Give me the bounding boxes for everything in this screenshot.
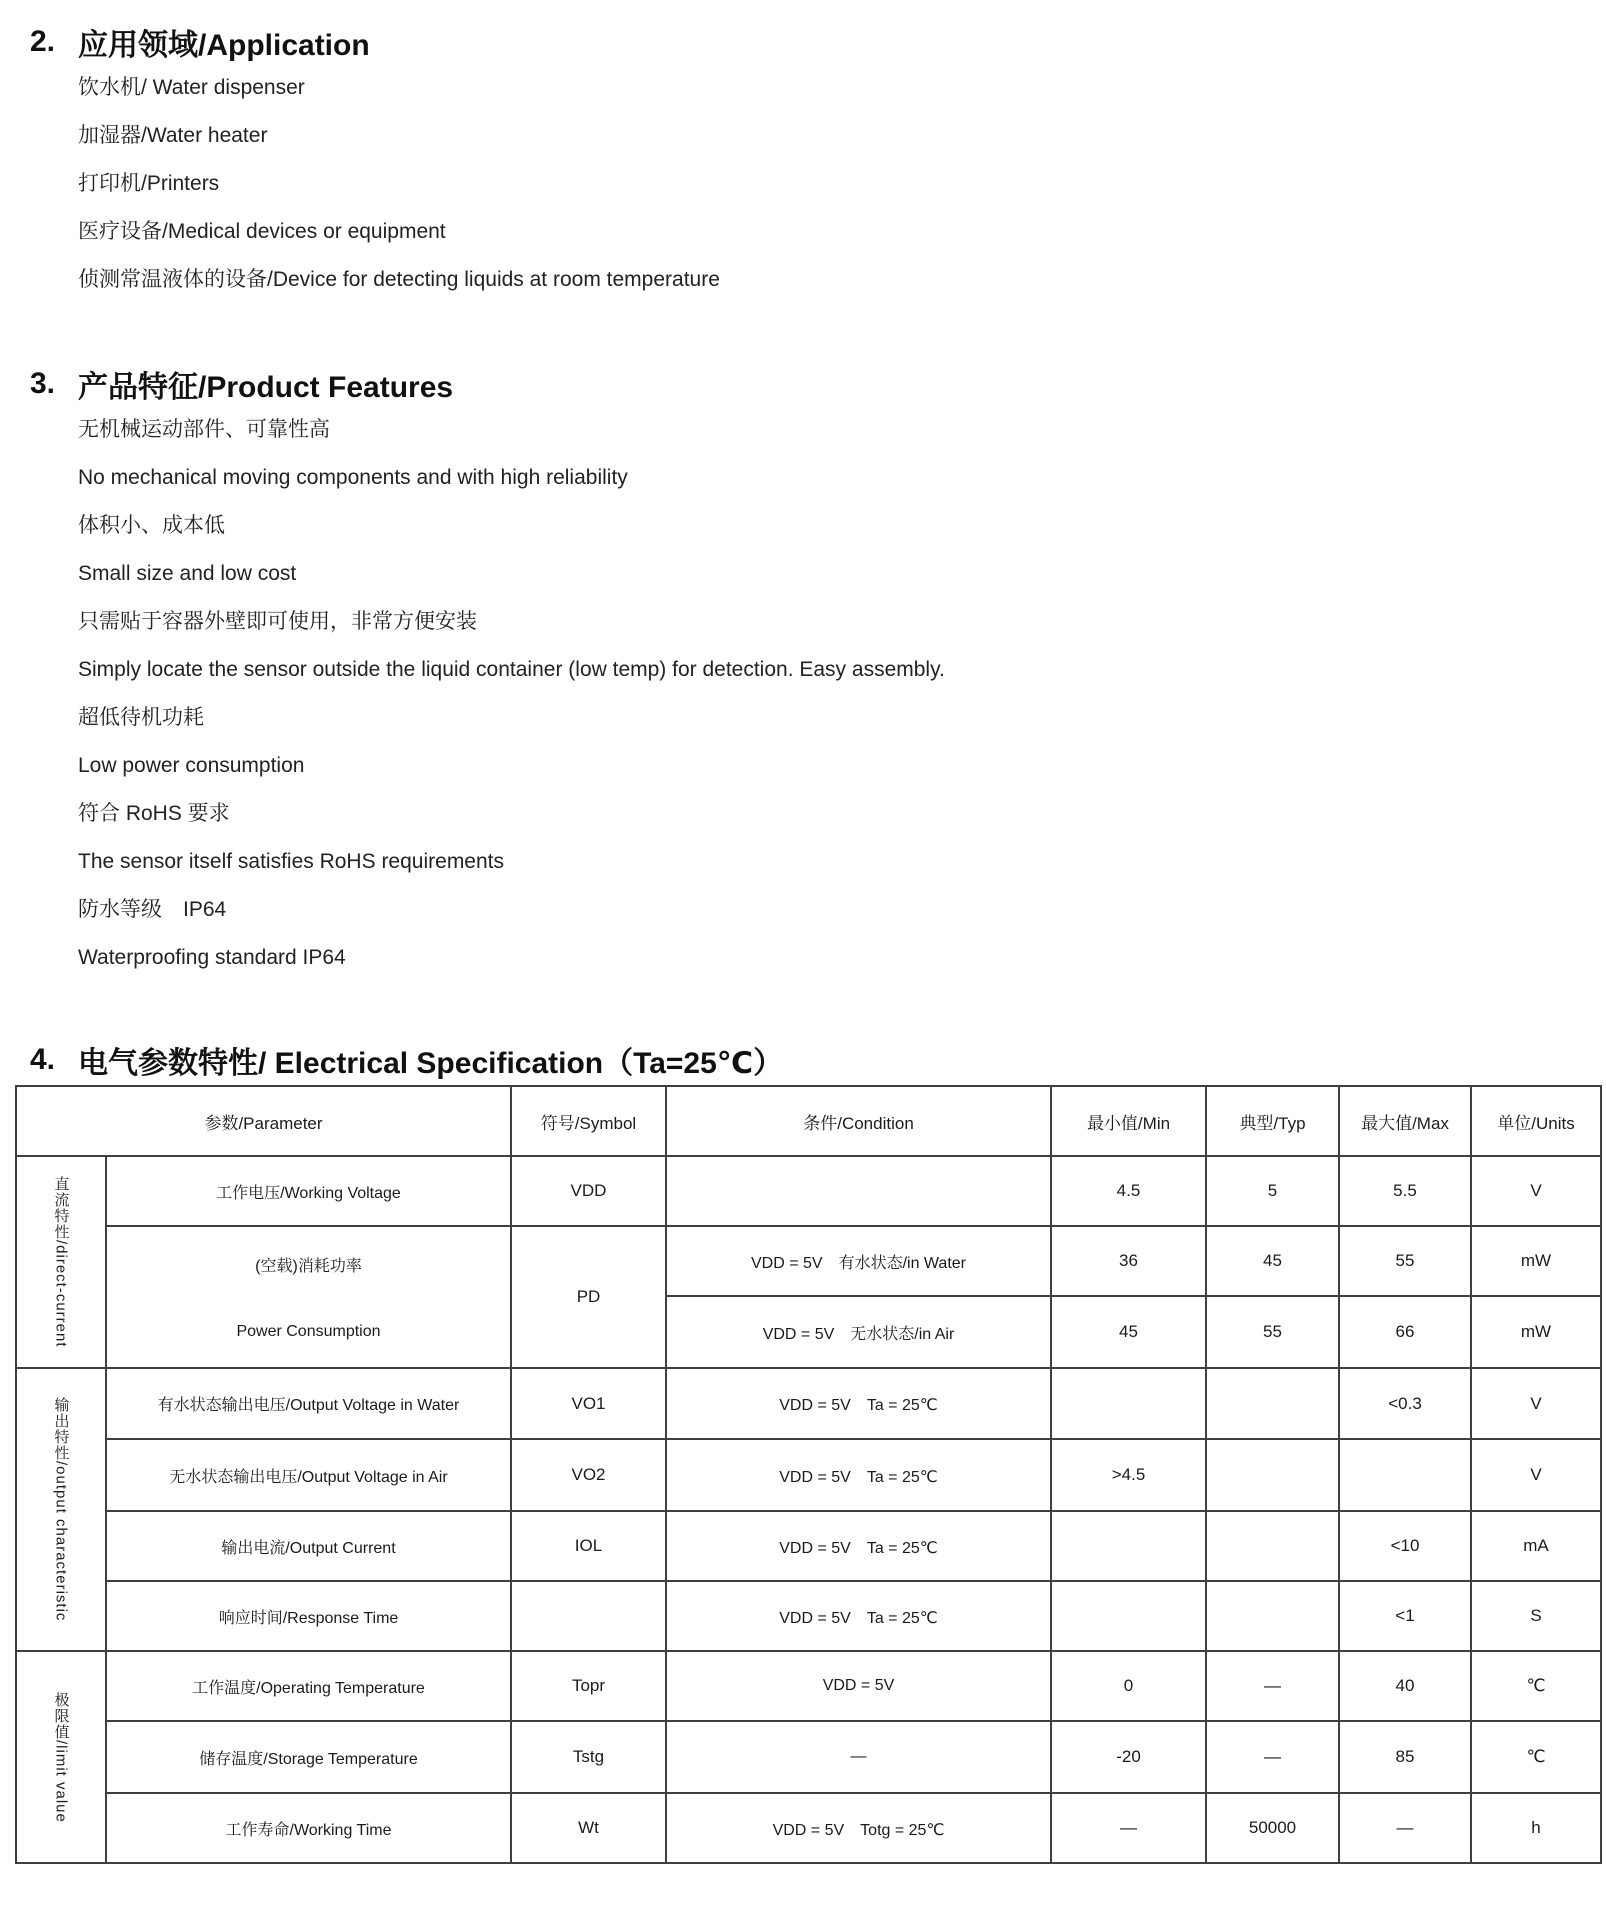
feature-item: 超低待机功耗 xyxy=(78,706,204,729)
application-list xyxy=(78,64,1606,304)
cell-condition: VDD = 5V xyxy=(666,1651,1051,1721)
row-group-limit-value: 极限值/limit value xyxy=(16,1651,106,1863)
cell-symbol: PD xyxy=(511,1226,666,1368)
feature-item: 防水等级 IP64 xyxy=(78,898,227,921)
cell-max: — xyxy=(1339,1793,1471,1863)
col-header-condition: 条件/Condition xyxy=(666,1086,1051,1156)
feature-item: 体积小、成本低 xyxy=(78,514,225,537)
cell-min: 45 xyxy=(1051,1296,1206,1368)
cell-parameter: 响应时间/Response Time xyxy=(106,1581,511,1651)
col-header-units: 单位/Units xyxy=(1471,1086,1601,1156)
cell-units: V xyxy=(1471,1368,1601,1439)
section-2-title: 应用领域/Application xyxy=(78,29,370,62)
cell-typ: 5 xyxy=(1206,1156,1339,1226)
cell-min: 36 xyxy=(1051,1226,1206,1296)
table-row-storage-temperature xyxy=(16,1721,1601,1793)
table-row-output-current xyxy=(16,1511,1601,1581)
table-row-output-voltage-water xyxy=(16,1368,1601,1439)
cell-typ: — xyxy=(1206,1651,1339,1721)
cell-max: 85 xyxy=(1339,1721,1471,1793)
cell-typ xyxy=(1206,1511,1339,1581)
cell-max: <1 xyxy=(1339,1581,1471,1651)
cell-condition: VDD = 5V Ta = 25℃ xyxy=(666,1581,1051,1651)
cell-max: 55 xyxy=(1339,1226,1471,1296)
cell-condition xyxy=(666,1156,1051,1226)
table-header-row xyxy=(16,1086,1601,1156)
cell-typ xyxy=(1206,1439,1339,1511)
table-row-response-time xyxy=(16,1581,1601,1651)
section-3-title: 产品特征/Product Features xyxy=(78,371,454,404)
feature-item: Low power consumption xyxy=(78,754,305,777)
cell-min xyxy=(1051,1368,1206,1439)
cell-condition: VDD = 5V 有水状态/in Water xyxy=(666,1226,1051,1296)
cell-parameter xyxy=(106,1226,511,1368)
feature-item: 无机械运动部件、可靠性高 xyxy=(78,418,330,441)
features-list xyxy=(78,406,1606,982)
cell-units: mA xyxy=(1471,1511,1601,1581)
cell-min xyxy=(1051,1511,1206,1581)
feature-item: Waterproofing standard IP64 xyxy=(78,946,346,969)
cell-min: — xyxy=(1051,1793,1206,1863)
cell-symbol: Topr xyxy=(511,1651,666,1721)
cell-symbol xyxy=(511,1581,666,1651)
application-item: 饮水机/ Water dispenser xyxy=(78,76,305,99)
cell-parameter: 工作温度/Operating Temperature xyxy=(106,1651,511,1721)
feature-item: Simply locate the sensor outside the liquid container (low temp) for detection. Easy assembly. xyxy=(78,658,945,681)
cell-symbol: IOL xyxy=(511,1511,666,1581)
section-2-heading xyxy=(30,20,1606,64)
application-item: 侦测常温液体的设备/Device for detecting liquids at room temperature xyxy=(78,268,720,291)
cell-typ xyxy=(1206,1581,1339,1651)
section-4-title: 电气参数特性/ Electrical Specification（Ta=25℃） xyxy=(78,1047,784,1080)
section-2-number: 2. xyxy=(30,25,56,58)
table-row-operating-temperature xyxy=(16,1651,1601,1721)
cell-min: >4.5 xyxy=(1051,1439,1206,1511)
col-header-symbol: 符号/Symbol xyxy=(511,1086,666,1156)
feature-item: Small size and low cost xyxy=(78,562,297,585)
cell-units: h xyxy=(1471,1793,1601,1863)
cell-units: ℃ xyxy=(1471,1721,1601,1793)
row-group-output-characteristic: 输出特性/output characteristic xyxy=(16,1368,106,1651)
cell-units: V xyxy=(1471,1439,1601,1511)
cell-max: 66 xyxy=(1339,1296,1471,1368)
cell-typ xyxy=(1206,1368,1339,1439)
cell-condition: VDD = 5V 无水状态/in Air xyxy=(666,1296,1051,1368)
parameter-en: Power Consumption xyxy=(236,1322,381,1340)
section-3-number: 3. xyxy=(30,367,56,400)
cell-symbol: Wt xyxy=(511,1793,666,1863)
col-header-typ: 典型/Typ xyxy=(1206,1086,1339,1156)
col-header-parameter: 参数/Parameter xyxy=(16,1086,511,1156)
application-item: 打印机/Printers xyxy=(78,172,220,195)
application-item: 加湿器/Water heater xyxy=(78,124,268,147)
electrical-spec-table xyxy=(15,1085,1602,1864)
row-group-direct-current: 直流特性/direct-current xyxy=(16,1156,106,1368)
section-4-heading xyxy=(30,1038,1606,1082)
cell-units: ℃ xyxy=(1471,1651,1601,1721)
cell-condition: VDD = 5V Totg = 25℃ xyxy=(666,1793,1051,1863)
table-row-working-time xyxy=(16,1793,1601,1863)
cell-min: 0 xyxy=(1051,1651,1206,1721)
cell-condition: VDD = 5V Ta = 25℃ xyxy=(666,1439,1051,1511)
cell-units: V xyxy=(1471,1156,1601,1226)
cell-parameter: 工作寿命/Working Time xyxy=(106,1793,511,1863)
cell-max xyxy=(1339,1439,1471,1511)
cell-condition: VDD = 5V Ta = 25℃ xyxy=(666,1511,1051,1581)
col-header-max: 最大值/Max xyxy=(1339,1086,1471,1156)
cell-typ: 50000 xyxy=(1206,1793,1339,1863)
cell-units: mW xyxy=(1471,1226,1601,1296)
feature-item: 只需贴于容器外壁即可使用，非常方便安装 xyxy=(78,610,477,633)
cell-parameter: 储存温度/Storage Temperature xyxy=(106,1721,511,1793)
feature-item: 符合 RoHS 要求 xyxy=(78,802,230,825)
cell-max: 40 xyxy=(1339,1651,1471,1721)
cell-typ: — xyxy=(1206,1721,1339,1793)
cell-parameter: 工作电压/Working Voltage xyxy=(106,1156,511,1226)
parameter-zh: (空载)消耗功率 xyxy=(255,1258,362,1276)
table-row-power-consumption-water xyxy=(16,1226,1601,1296)
col-header-min: 最小值/Min xyxy=(1051,1086,1206,1156)
cell-parameter: 有水状态输出电压/Output Voltage in Water xyxy=(106,1368,511,1439)
cell-min: -20 xyxy=(1051,1721,1206,1793)
table-row-output-voltage-air xyxy=(16,1439,1601,1511)
cell-parameter: 无水状态输出电压/Output Voltage in Air xyxy=(106,1439,511,1511)
application-item: 医疗设备/Medical devices or equipment xyxy=(78,220,446,243)
cell-parameter: 输出电流/Output Current xyxy=(106,1511,511,1581)
cell-min xyxy=(1051,1581,1206,1651)
cell-symbol: VO2 xyxy=(511,1439,666,1511)
cell-typ: 45 xyxy=(1206,1226,1339,1296)
cell-max: <0.3 xyxy=(1339,1368,1471,1439)
cell-symbol: VDD xyxy=(511,1156,666,1226)
cell-max: 5.5 xyxy=(1339,1156,1471,1226)
table-row-working-voltage xyxy=(16,1156,1601,1226)
power-consumption-label xyxy=(111,1230,506,1364)
cell-typ: 55 xyxy=(1206,1296,1339,1368)
cell-units: S xyxy=(1471,1581,1601,1651)
cell-min: 4.5 xyxy=(1051,1156,1206,1226)
cell-condition: — xyxy=(666,1721,1051,1793)
section-3-heading xyxy=(30,362,1606,406)
cell-symbol: Tstg xyxy=(511,1721,666,1793)
section-4-number: 4. xyxy=(30,1043,56,1076)
cell-condition: VDD = 5V Ta = 25℃ xyxy=(666,1368,1051,1439)
cell-units: mW xyxy=(1471,1296,1601,1368)
cell-max: <10 xyxy=(1339,1511,1471,1581)
feature-item: No mechanical moving components and with high reliability xyxy=(78,466,628,489)
cell-symbol: VO1 xyxy=(511,1368,666,1439)
feature-item: The sensor itself satisfies RoHS requirements xyxy=(78,850,504,873)
